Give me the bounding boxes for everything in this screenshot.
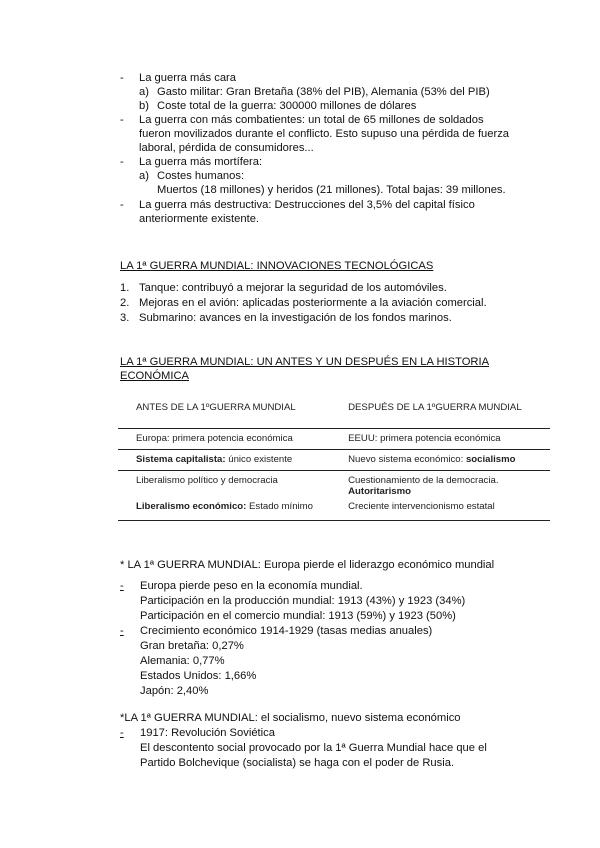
list-item: Coste total de la guerra: 300000 millones de dólares <box>157 100 417 112</box>
cell <box>118 499 344 521</box>
list-number: 1. <box>120 282 130 294</box>
paragraph-line: Partido Bolchevique (socialista) se haga con el poder de Rusia. <box>140 757 455 769</box>
rate-item: Japón: 2,40% <box>140 685 209 697</box>
dash-marker: - <box>120 580 124 592</box>
list-dash: - <box>120 72 124 84</box>
list-item: La guerra más cara <box>139 72 237 84</box>
list-dash: - <box>120 114 124 126</box>
list-label: a) <box>139 170 149 182</box>
paragraph-line: El descontento social provocado por la 1ª Guerra Mundial hace que el <box>140 742 487 754</box>
rate-item: Alemania: 0,77% <box>140 655 225 667</box>
cell: Creciente intervencionismo estatal <box>348 501 495 512</box>
list-item: La guerra con más combatientes: un total de 65 millones de soldados <box>139 114 484 126</box>
list-item: 1917: Revolución Soviética <box>140 727 275 739</box>
list-item: anteriormente existente. <box>139 213 260 225</box>
cell <box>344 450 550 471</box>
list-item: Costes humanos: <box>157 170 245 182</box>
list-dash: - <box>120 199 124 211</box>
comparison-table <box>118 400 550 525</box>
cell: EEUU: primera potencia económica <box>344 429 550 450</box>
bold-term: Liberalismo económico: <box>136 501 247 512</box>
list-label: b) <box>139 100 149 112</box>
list-dash: - <box>120 156 124 168</box>
cell: Europa: primera potencia económica <box>118 429 344 450</box>
cell <box>118 450 344 471</box>
list-label: a) <box>139 86 149 98</box>
cell-text: único existente <box>225 454 293 465</box>
cell-text: Cuestionamiento de la democracia. <box>348 475 499 486</box>
list-item: Europa pierde peso en la economía mundial. <box>140 580 363 592</box>
socialism-heading: *LA 1ª GUERRA MUNDIAL: el socialismo, nuevo sistema económico <box>120 712 461 724</box>
cell: Liberalismo político y democracia <box>118 471 344 500</box>
list-item: Participación en el comercio mundial: 1913 (59%) y 1923 (50%) <box>140 610 456 622</box>
list-item: laboral, pérdida de consumidores... <box>139 142 314 154</box>
table-row <box>118 429 550 450</box>
table-row <box>118 471 550 500</box>
list-item: Muertos (18 millones) y heridos (21 millones). Total bajas: 39 millones. <box>157 184 506 196</box>
list-item: La guerra más mortífera: <box>139 156 263 168</box>
dash-marker: - <box>120 625 124 637</box>
dash-marker: - <box>120 727 124 739</box>
list-item: Crecimiento económico 1914-1929 (tasas medias anuales) <box>140 625 433 637</box>
bold-term: Autoritarismo <box>348 486 411 497</box>
list-item: Mejoras en el avión: aplicadas posteriormente a la aviación comercial. <box>139 297 487 309</box>
list-item: fueron movilizados durante el conflicto. Esto supuso una pérdida de fuerza <box>139 128 510 140</box>
europe-heading: * LA 1ª GUERRA MUNDIAL: Europa pierde el liderazgo económico mundial <box>120 559 495 571</box>
list-item: Gasto militar: Gran Bretaña (38% del PIB), Alemania (53% del PIB) <box>157 86 490 98</box>
table-row <box>118 499 550 521</box>
list-number: 3. <box>120 312 130 324</box>
list-item: Participación en la producción mundial: 1913 (43%) y 1923 (34%) <box>140 595 466 607</box>
list-item: Submarino: avances en la investigación de los fondos marinos. <box>139 312 452 324</box>
table-header-row <box>118 400 550 429</box>
before-after-heading: LA 1ª GUERRA MUNDIAL: UN ANTES Y UN DESPUÉS EN LA HISTORIA <box>120 356 490 368</box>
cell-text: Nuevo sistema económico: <box>348 454 466 465</box>
cell-text: Estado mínimo <box>246 501 314 512</box>
list-number: 2. <box>120 297 130 309</box>
bold-term: Sistema capitalista: <box>136 454 226 465</box>
innovations-heading: LA 1ª GUERRA MUNDIAL: INNOVACIONES TECNOLÓGICAS <box>120 260 434 272</box>
rate-item: Estados Unidos: 1,66% <box>140 670 257 682</box>
list-item: Tanque: contribuyó a mejorar la seguridad de los automóviles. <box>139 282 447 294</box>
table-row <box>118 450 550 471</box>
before-after-heading-cont: ECONÓMICA <box>120 370 189 382</box>
list-item: La guerra más destructiva: Destrucciones del 3,5% del capital físico <box>139 199 475 211</box>
cell <box>344 471 550 500</box>
bold-term: socialismo <box>465 454 516 465</box>
rate-item: Gran bretaña: 0,27% <box>140 640 244 652</box>
col-before-header: ANTES DE LA 1ºGUERRA MUNDIAL <box>136 402 296 413</box>
col-after-header: DESPUÉS DE LA 1ºGUERRA MUNDIAL <box>348 402 522 413</box>
